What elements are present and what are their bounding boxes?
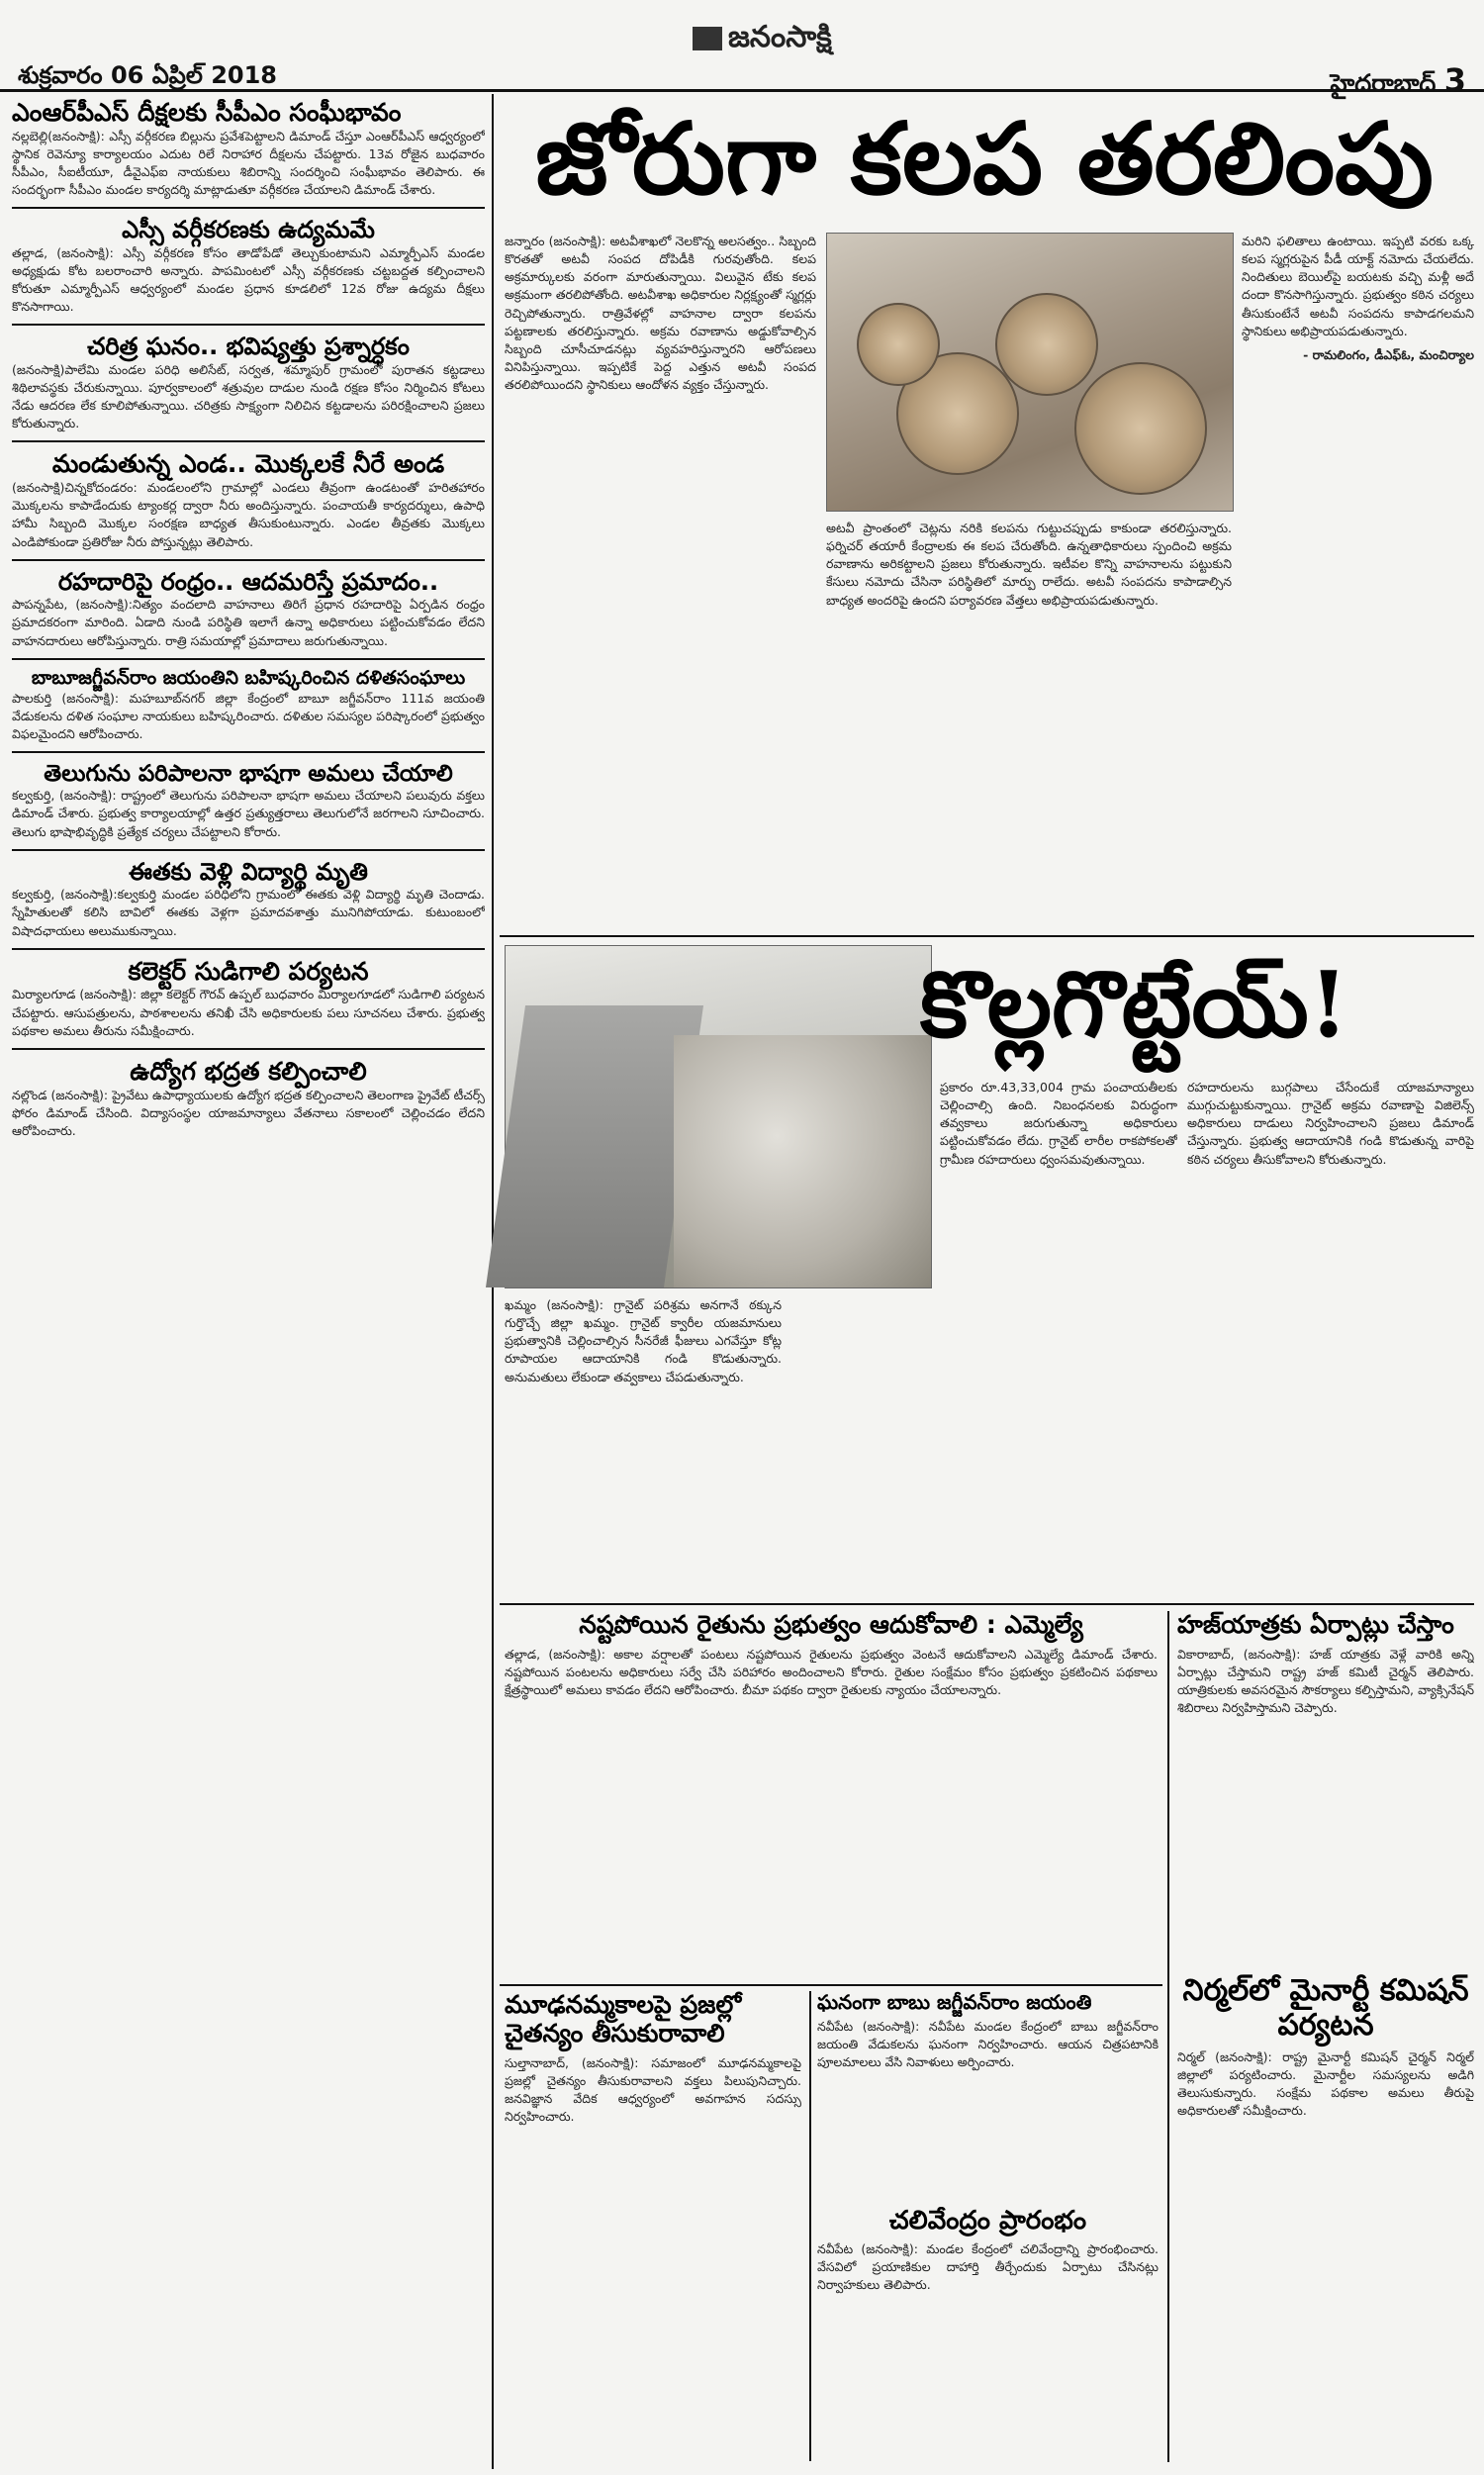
column-divider xyxy=(1167,1611,1169,2462)
haj-story xyxy=(1177,1611,1474,1967)
main-story-body-left: జన్నారం (జనంసాక్షి): అటవీశాఖలో నెలకొన్న అలసత్వం.. సిబ్బంది కొరతతో అటవీ సంపద దోపిడీకి గురవుతోంది. కలప అక్రమార్కులకు వరంగా మారుతున్నాయి. విలువైన టేకు కలప అక్రమంగా తరలిపోతోంది. అటవీశాఖ అధికారుల నిర్లక్ష్యంతో స్మగ్లర్లు రెచ్చిపోతున్నారు. రాత్రివేళల్లో వాహనాల ద్వారా కలపను పట్టణాలకు తరలిస్తున్నారు. అక్రమ రవాణాను అడ్డుకోవాల్సిన సిబ్బంది చూసీచూడనట్లు వ్యవహరిస్తున్నారని ఆరోపణలు వినిపిస్తున్నాయి. ఇప్పటికే పెద్ద ఎత్తున అటవీ సంపద తరలిపోయిందని స్థానికులు ఆందోళన వ్యక్తం చేస్తున్నారు. xyxy=(505,234,816,392)
article-body: తల్లాడ, (జనంసాక్షి): ఎస్సీ వర్గీకరణ కోసం తాడోపేడో తెల్చుకుంటామని ఎమ్మార్పీఎస్ మండల అధ్యక్షుడు కోట బలరాంచారి అన్నారు. పాపమింటలో ఎస్సీ వర్గీకరణకు చట్టబద్దత కల్పించాలని కోరుతూ ఎమ్మార్పీఎస్ ఆధ్వర్యంలో మండల ప్రధాన కూడలిలో 12వ రోజు ఉద్యమ దీక్షలు కొనసాగాయి. xyxy=(12,244,485,315)
divider xyxy=(12,751,485,753)
main-headline: జోరుగా కలప తరలింపు xyxy=(535,100,1434,217)
article-body: తల్లాడ, (జనంసాక్షి): అకాల వర్షాలతో పంటలు నష్టపోయిన రైతులను ప్రభుత్వం వెంటనే ఆదుకోవాలని ఎమ్మెల్యే డిమాండ్ చేశారు. నష్టపోయిన పంటలను అధికారులు సర్వే చేసి పరిహారం అందించాలని కోరారు. రైతుల సంక్షేమం కోసం ప్రభుత్వం ప్రకటించిన పథకాలు క్షేత్రస్థాయిలో అమలు కావడం లేదని ఆరోపించారు. బీమా పథకం ద్వారా రైతులకు న్యాయం చేయాలన్నారు. xyxy=(505,1646,1158,1697)
water-kiosk-story xyxy=(817,2207,1159,2464)
main-story-quote: - రామలింగం, డీఎఫ్ఓ, మంచిర్యాల xyxy=(1303,346,1474,362)
divider xyxy=(12,1048,485,1050)
article-body: కల్వకుర్తి, (జనంసాక్షి):కల్వకుర్తి మండల పరిధిలోని గ్రామంలో ఈతకు వెళ్లి విద్యార్థి మృతి చెందాడు. స్నేహితులతో కలిసి బావిలో ఈతకు వెళ్లగా ప్రమాదవశాత్తు మునిగిపోయాడు. కుటుంబంలో విషాదఛాయలు అలుముకున్నాయి. xyxy=(12,887,485,938)
article-body: నిర్మల్ (జనంసాక్షి): రాష్ట్ర మైనార్టీ కమిషన్ చైర్మన్ నిర్మల్ జిల్లాలో పర్యటించారు. మైనార్టీల సమస్యలను అడిగి తెలుసుకున్నారు. సంక్షేమ పథకాల అమలు తీరుపై అధికారులతో సమీక్షించారు. xyxy=(1177,2049,1474,2119)
headline-jagjivanram-boycott: బాబూజగ్జీవన్‌రాం జయంతిని బహిష్కరించిన దళితసంఘాలు xyxy=(31,666,466,689)
article-body: పాపన్నపేట, (జనంసాక్షి):నిత్యం వందలాది వాహనాలు తిరిగే ప్రధాన రహదారిపై ఏర్పడిన రంధ్రం ప్రమాదకరంగా మారింది. ఏడాది నుండి పరిస్థితి ఇలాగే ఉన్నా అధికారులు పట్టించుకోవడం లేదని వాహనదారులు ఆరోపిస్తున్నారు. రాత్రి సమయాల్లో ప్రమాదాలు జరుగుతున్నాయి. xyxy=(12,597,485,648)
newspaper-logo xyxy=(693,20,832,61)
divider xyxy=(12,559,485,561)
article-body: పాలకుర్తి (జనంసాక్షి): మహబూబ్‌నగర్ జిల్లా కేంద్రంలో బాబూ జగ్జీవన్‌రాం 111వ జయంతి వేడుకలను దళిత సంఘాల నాయకులు బహిష్కరించారు. దళితుల సమస్యల పరిష్కారంలో ప్రభుత్వం విఫలమైందని ఆరోపించారు. xyxy=(12,690,485,741)
left-news-column xyxy=(12,99,485,2464)
road-shape xyxy=(486,1005,703,1287)
headline-job-security: ఉద్యోగ భద్రత కల్పించాలి xyxy=(130,1056,367,1086)
headline-haj: హజ్‌యాత్రకు ఏర్పాట్లు చేస్తాం xyxy=(1177,1611,1454,1639)
headline-water-kiosk: చలివేంద్రం ప్రారంభం xyxy=(888,2207,1087,2236)
headline-road-hole: రహదారిపై రంధ్రం.. ఆదమరిస్తే ప్రమాదం.. xyxy=(57,567,439,596)
main-story-body-right: మరిని ఫలితాలు ఉంటాయి. ఇప్పటి వరకు ఒక్క కలప స్మగ్లరుపైన పీడీ యాక్ట్ నమోదు చేయలేదు. నిందితులు బెయిల్‌పై బయటకు వచ్చి మళ్లీ అదే దందా కొనసాగిస్తున్నారు. ప్రభుత్వం కఠిన చర్యలు తీసుకుంటేనే అటవీ సంపదను కాపాడగలమని స్థానికులు అభిప్రాయపడుతున్నారు. xyxy=(1242,234,1474,338)
column-divider xyxy=(809,1991,811,2461)
headline-jayanthi: ఘనంగా బాబు జగ్జీవన్‌రాం జయంతి xyxy=(817,1991,1092,2014)
jayanthi-story xyxy=(817,1991,1159,2199)
article-body: కల్వకుర్తి, (జనంసాక్షి): రాష్ట్రంలో తెలుగును పరిపాలనా భాషగా అమలు చేయాలని పలువురు వక్తలు డిమాండ్ చేశారు. ప్రభుత్వ కార్యాలయాల్లో ఉత్తర ప్రత్యుత్తరాలు తెలుగులోనే జరగాలని సూచించారు. తెలుగు భాషాభివృద్ధికి ప్రత్యేక చర్యలు చేపట్టాలని కోరారు. xyxy=(12,788,485,839)
minority-story xyxy=(1177,1974,1474,2459)
second-story-body-left: ఖమ్మం (జనంసాక్షి): గ్రానైట్ పరిశ్రమ అనగానే ఠక్కున గుర్తొచ్చే జిల్లా ఖమ్మం. గ్రానైట్ క్వారీల యజమానులు ప్రభుత్వానికి చెల్లించాల్సిన సీనరేజీ ఫీజులు ఎగవేస్తూ కోట్ల రూపాయల ఆదాయానికి గండి కొడుతున్నారు. అనుమతులు లేకుండా తవ్వకాలు చేపడుతున్నారు. xyxy=(505,1297,782,1384)
second-story-body-right: రహదారులను బుగ్గపాలు చేసేందుకే యాజమాన్యాలు ముగ్గుచుట్టుకున్నాయి. గ్రానైట్ అక్రమ రవాణాపై విజిలెన్స్ అధికారులు దాడులు నిర్వహించాలని ప్రజలు డిమాండ్ చేస్తున్నారు. ప్రభుత్వ ఆదాయానికి గండి కొడుతున్న వారిపై కఠిన చర్యలు తీసుకోవాలని కోరుతున్నారు. xyxy=(1187,1080,1474,1167)
headline-telugu-language: తెలుగును పరిపాలనా భాషగా అమలు చేయాలి xyxy=(44,760,453,787)
logo-mark-icon xyxy=(693,27,722,50)
log-shape xyxy=(995,293,1098,396)
city-name: హైదరాబాద్ xyxy=(1330,69,1437,97)
section-divider xyxy=(500,1984,1162,1986)
article-body: నల్లొండ (జనంసాక్షి): ప్రైవేటు ఉపాధ్యాయులకు ఉద్యోగ భద్రత కల్పించాలని తెలంగాణ ప్రైవేట్ టీచర్స్ ఫోరం డిమాండ్ చేసింది. విద్యాసంస్థల యాజమాన్యాలు వేతనాలు సకాలంలో చెల్లించడం లేదని ఆరోపించారు. xyxy=(12,1087,485,1138)
divider xyxy=(12,440,485,442)
headline-farmers: నష్టపోయిన రైతును ప్రభుత్వం ఆదుకోవాలి : ఎమ్మెల్యే xyxy=(579,1611,1083,1639)
headline-student-death: ఈతకు వెళ్లి విద్యార్థి మృతి xyxy=(129,857,368,886)
issue-date: శుక్రవారం 06 ఏప్రిల్ 2018 xyxy=(18,61,277,89)
log-shape xyxy=(857,303,940,386)
article-body: (జనంసాక్షి)చిన్నకోదండరం: మండలంలోని గ్రామాల్లో ఎండలు తీవ్రంగా ఉండటంతో హరితహారం మొక్కలను కాపాడేందుకు ట్యాంకర్ల ద్వారా నీరు అందిస్తున్నారు. పంచాయతీ కార్యదర్శులు, ఉపాధి హామీ సిబ్బంది మొక్కల సంరక్షణ బాధ్యత తీసుకుంటున్నారు. ఎండల తీవ్రతకు మొక్కలు ఎండిపోకుండా ప్రతిరోజు నీరు పోస్తున్నట్లు తెలిపారు. xyxy=(12,480,485,549)
headline-minority-commission: నిర్మల్‌లో మైనార్టీ కమిషన్ పర్యటన xyxy=(1182,1974,1469,2043)
main-story-body-mid: అటవీ ప్రాంతంలో చెట్లను నరికి కలపను గుట్టుచప్పుడు కాకుండా తరలిస్తున్నారు. ఫర్నిచర్ తయారీ కేంద్రాలకు ఈ కలప చేరుతోంది. ఉన్నతాధికారులు స్పందించి అక్రమ రవాణాను అరికట్టాలని ప్రజలు కోరుతున్నారు. ఇటీవల కొన్ని వాహనాలను పట్టుకుని కేసులు నమోదు చేసినా పరిస్థితిలో మార్పు రాలేదు. అటవీ సంపదను కాపాడాల్సిన బాధ్యత అందరిపై ఉందని పర్యావరణ వేత్తలు అభిప్రాయపడుతున్నారు. xyxy=(826,521,1232,608)
gravel-heap-shape xyxy=(674,1035,931,1287)
article-body: వికారాబాద్, (జనంసాక్షి): హజ్ యాత్రకు వెళ్లే వారికి అన్ని ఏర్పాట్లు చేస్తామని రాష్ట్ర హజ్ కమిటీ చైర్మన్ తెలిపారు. యాత్రికులకు అవసరమైన సౌకర్యాలు కల్పిస్తామని, వ్యాక్సినేషన్ శిబిరాలు నిర్వహిస్తామని చెప్పారు. xyxy=(1177,1646,1474,1716)
divider xyxy=(12,658,485,660)
article-body: (జనంసాక్షి)పాలేమి మండల పరిధి అలిసేట్, సర్వత, శమ్మాపుర్ గ్రామంలో పురాతన కట్టడాలు శిథిలావస్థకు చేరుకున్నాయి. పూర్వకాలంలో శత్రువుల దాడుల నుండి రక్షణ కోసం నిర్మించిన కోటలు నేడు ఆదరణ లేక కూలిపోతున్నాయి. చరిత్రకు సాక్ష్యంగా నిలిచిన కట్టడాలను పరిరక్షించాలని ప్రజలు కోరుతున్నారు. xyxy=(12,361,485,431)
divider xyxy=(12,207,485,209)
main-story-right-column xyxy=(1242,233,1474,925)
headline-summer-plants: మండుతున్న ఎండ.. మొక్కలకే నీరే అండ xyxy=(51,449,445,479)
farmer-story xyxy=(505,1611,1158,1977)
logo-text: జనంసాక్షి xyxy=(728,20,832,54)
headline-collector-tour: కలెక్టర్ సుడిగాలి పర్యటన xyxy=(128,956,369,986)
divider xyxy=(12,948,485,950)
article-body: మిర్యాలగూడ (జనంసాక్షి): జిల్లా కలెక్టర్ గౌరవ్ ఉప్పల్ బుధవారం మిర్యాలగూడలో సుడిగాలి పర్యటన చేపట్టారు. ఆసుపత్రులను, పాఠశాలలను తనిఖీ చేసి అధికారులకు పలు సూచనలు చేశారు. ప్రభుత్వ పథకాల అమలు తీరును సమీక్షించారు. xyxy=(12,987,485,1038)
divider xyxy=(12,324,485,326)
article-body: నవీపేట (జనంసాక్షి): మండల కేంద్రంలో చలివేంద్రాన్ని ప్రారంభించారు. వేసవిలో ప్రయాణికుల దాహార్తి తీర్చేందుకు ఏర్పాటు చేసినట్లు నిర్వాహకులు తెలిపారు. xyxy=(817,2240,1159,2293)
log-shape xyxy=(1074,362,1207,495)
section-divider xyxy=(500,1603,1474,1605)
divider xyxy=(12,849,485,851)
granite-road-photo xyxy=(505,945,932,1288)
section-divider xyxy=(500,935,1474,937)
article-body: నవీపేట (జనంసాక్షి): నవీపేట మండల కేంద్రంలో బాబు జగ్జీవన్‌రాం జయంతి వేడుకలను ఘనంగా నిర్వహించారు. ఆయన చిత్రపటానికి పూలమాలలు వేసి నివాళులు అర్పించారు. xyxy=(817,2019,1159,2070)
headline-history: చరిత్ర ఘనం.. భవిష్యత్తు ప్రశ్నార్ధకం xyxy=(87,333,410,361)
second-headline: కొల్లగొట్టేయ్! xyxy=(920,951,1349,1058)
page-number: 3 xyxy=(1443,61,1466,99)
second-story-body-mid: ప్రకారం రూ.43,33,004 గ్రామ పంచాయతీలకు చెల్లించాల్సి ఉంది. నిబంధనలకు విరుద్ధంగా తవ్వకాలు జరుగుతున్నా అధికారులు పట్టించుకోవడం లేదు. గ్రానైట్ లారీల రాకపోకలతో గ్రామీణ రహదారులు ధ్వంసమవుతున్నాయి. xyxy=(940,1080,1177,1167)
headline-mrps: ఎంఆర్‌పీఎస్ దీక్షలకు సీపీఎం సంఘీభావం xyxy=(12,99,402,127)
timber-logs-photo xyxy=(826,233,1234,512)
superstition-story xyxy=(505,1991,801,2461)
article-body: నల్లబెల్లి(జనంసాక్షి): ఎస్సీ వర్గీకరణ బిల్లును ప్రవేశపెట్టాలని డిమాండ్ చేస్తూ ఎంఆర్‌పీఎస్ ఆధ్వర్యంలో స్థానిక రెవెన్యూ కార్యాలయం ఎదుట రిలే నిరాహార దీక్షలను చేపట్టారు. 13వ రోజైన బుధవారం సీపీఎం, సీఐటీయూ, డీవైఎఫ్ఐ నాయకులు శిబిరాన్ని సందర్శించి సంఘీభావం తెలిపారు. ఈ సందర్భంగా సీపీఎం మండల కార్యదర్శి మాట్లాడుతూ వర్గీకరణ చేయాలని డిమాండ్ చేశారు. xyxy=(12,128,485,198)
headline-superstition: మూఢనమ్మకాలపై ప్రజల్లో చైతన్యం తీసుకురావాలి xyxy=(505,1991,742,2047)
headline-sc-classification: ఎస్సీ వర్గీకరణకు ఉద్యమమే xyxy=(122,216,375,244)
article-body: సుల్తానాబాద్, (జనంసాక్షి): సమాజంలో మూఢనమ్మకాలపై ప్రజల్లో చైతన్యం తీసుకురావాలని వక్తలు పిలుపునిచ్చారు. జనవిజ్ఞాన వేదిక ఆధ్వర్యంలో అవగాహన సదస్సు నిర్వహించారు. xyxy=(505,2054,801,2124)
